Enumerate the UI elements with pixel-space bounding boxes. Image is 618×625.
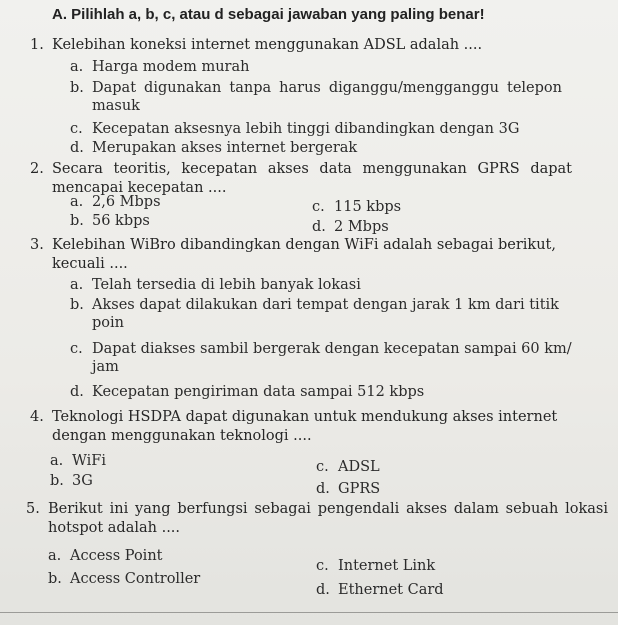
option-text: Dapat digunakan tanpa harus diganggu/mengganggu telepon masuk — [92, 80, 562, 114]
option-text: Kecepatan pengiriman data sampai 512 kbps — [92, 384, 425, 400]
question-3 — [30, 236, 587, 274]
question-text: Teknologi HSDPA dapat digunakan untuk mendukung akses internet dengan menggunakan teknologi .... — [52, 409, 558, 444]
question-1 — [30, 36, 592, 55]
question-number: 2. — [30, 161, 44, 177]
option-letter: a. — [70, 194, 84, 210]
option-text: 56 kbps — [92, 213, 150, 229]
option-letter: a. — [70, 277, 84, 293]
option-4a — [50, 452, 106, 470]
option-letter: b. — [48, 571, 62, 587]
option-letter: d. — [316, 582, 330, 598]
option-letter: c. — [316, 459, 329, 475]
option-5b — [48, 570, 200, 588]
option-letter: c. — [70, 341, 83, 357]
option-letter: a. — [48, 548, 62, 564]
option-letter: d. — [316, 481, 330, 497]
question-text: Kelebihan koneksi internet menggunakan ADSL adalah .... — [52, 37, 483, 53]
option-letter: b. — [70, 213, 84, 229]
option-text: Harga modem murah — [92, 59, 250, 75]
option-text: Telah tersedia di lebih banyak lokasi — [92, 277, 361, 293]
option-text: ADSL — [338, 459, 380, 475]
bottom-divider — [0, 612, 618, 613]
option-letter: b. — [70, 297, 84, 313]
option-text: Akses dapat dilakukan dari tempat dengan jarak 1 km dari titik poin — [92, 297, 559, 331]
option-letter: d. — [70, 384, 84, 400]
option-2c — [312, 198, 401, 216]
question-5 — [26, 500, 608, 538]
option-1c — [70, 120, 519, 138]
option-letter: c. — [316, 558, 329, 574]
option-4c — [316, 458, 380, 476]
option-5d — [316, 581, 444, 599]
option-letter: d. — [312, 219, 326, 235]
option-3b — [70, 296, 582, 332]
option-text: Merupakan akses internet bergerak — [92, 140, 358, 156]
option-letter: c. — [70, 121, 83, 137]
question-text: Berikut ini yang berfungsi sebagai pengendali akses dalam sebuah lokasi hotspot adalah .... — [48, 501, 608, 536]
option-text: Ethernet Card — [338, 582, 444, 598]
section-heading: A. Pilihlah a, b, c, atau d sebagai jawaban yang paling benar! — [52, 6, 485, 23]
option-text: Kecepatan aksesnya lebih tinggi dibandingkan dengan 3G — [92, 121, 520, 137]
question-4 — [30, 408, 597, 446]
question-number: 5. — [26, 501, 40, 517]
option-letter: c. — [312, 199, 325, 215]
option-1b — [70, 79, 562, 115]
option-3c — [70, 340, 582, 376]
question-text: Secara teoritis, kecepatan akses data menggunakan GPRS dapat mencapai kecepatan .... — [52, 161, 572, 196]
question-number: 4. — [30, 409, 44, 425]
option-text: Internet Link — [338, 558, 436, 574]
option-text: GPRS — [338, 481, 381, 497]
option-text: WiFi — [72, 453, 106, 469]
option-letter: a. — [70, 59, 84, 75]
option-text: 2 Mbps — [334, 219, 389, 235]
option-1d — [70, 139, 357, 157]
option-text: Access Controller — [70, 571, 201, 587]
option-4b — [50, 472, 93, 490]
option-2b — [70, 212, 150, 230]
option-letter: d. — [70, 140, 84, 156]
option-text: Access Point — [70, 548, 163, 564]
option-text: 3G — [72, 473, 93, 489]
option-3d — [70, 383, 424, 401]
option-5c — [316, 557, 435, 575]
option-2a — [70, 193, 161, 211]
option-1a — [70, 58, 249, 76]
question-number: 1. — [30, 37, 44, 53]
option-2d — [312, 218, 389, 236]
option-letter: b. — [70, 80, 84, 96]
option-text: 2,6 Mbps — [92, 194, 161, 210]
question-number: 3. — [30, 237, 44, 253]
question-text: Kelebihan WiBro dibandingkan dengan WiFi adalah sebagai berikut, kecuali .... — [52, 237, 556, 272]
option-text: 115 kbps — [334, 199, 402, 215]
option-4d — [316, 480, 380, 498]
option-letter: a. — [50, 453, 64, 469]
option-text: Dapat diakses sambil bergerak dengan kecepatan sampai 60 km/ jam — [92, 341, 572, 375]
option-letter: b. — [50, 473, 64, 489]
option-3a — [70, 276, 361, 294]
option-5a — [48, 547, 163, 565]
